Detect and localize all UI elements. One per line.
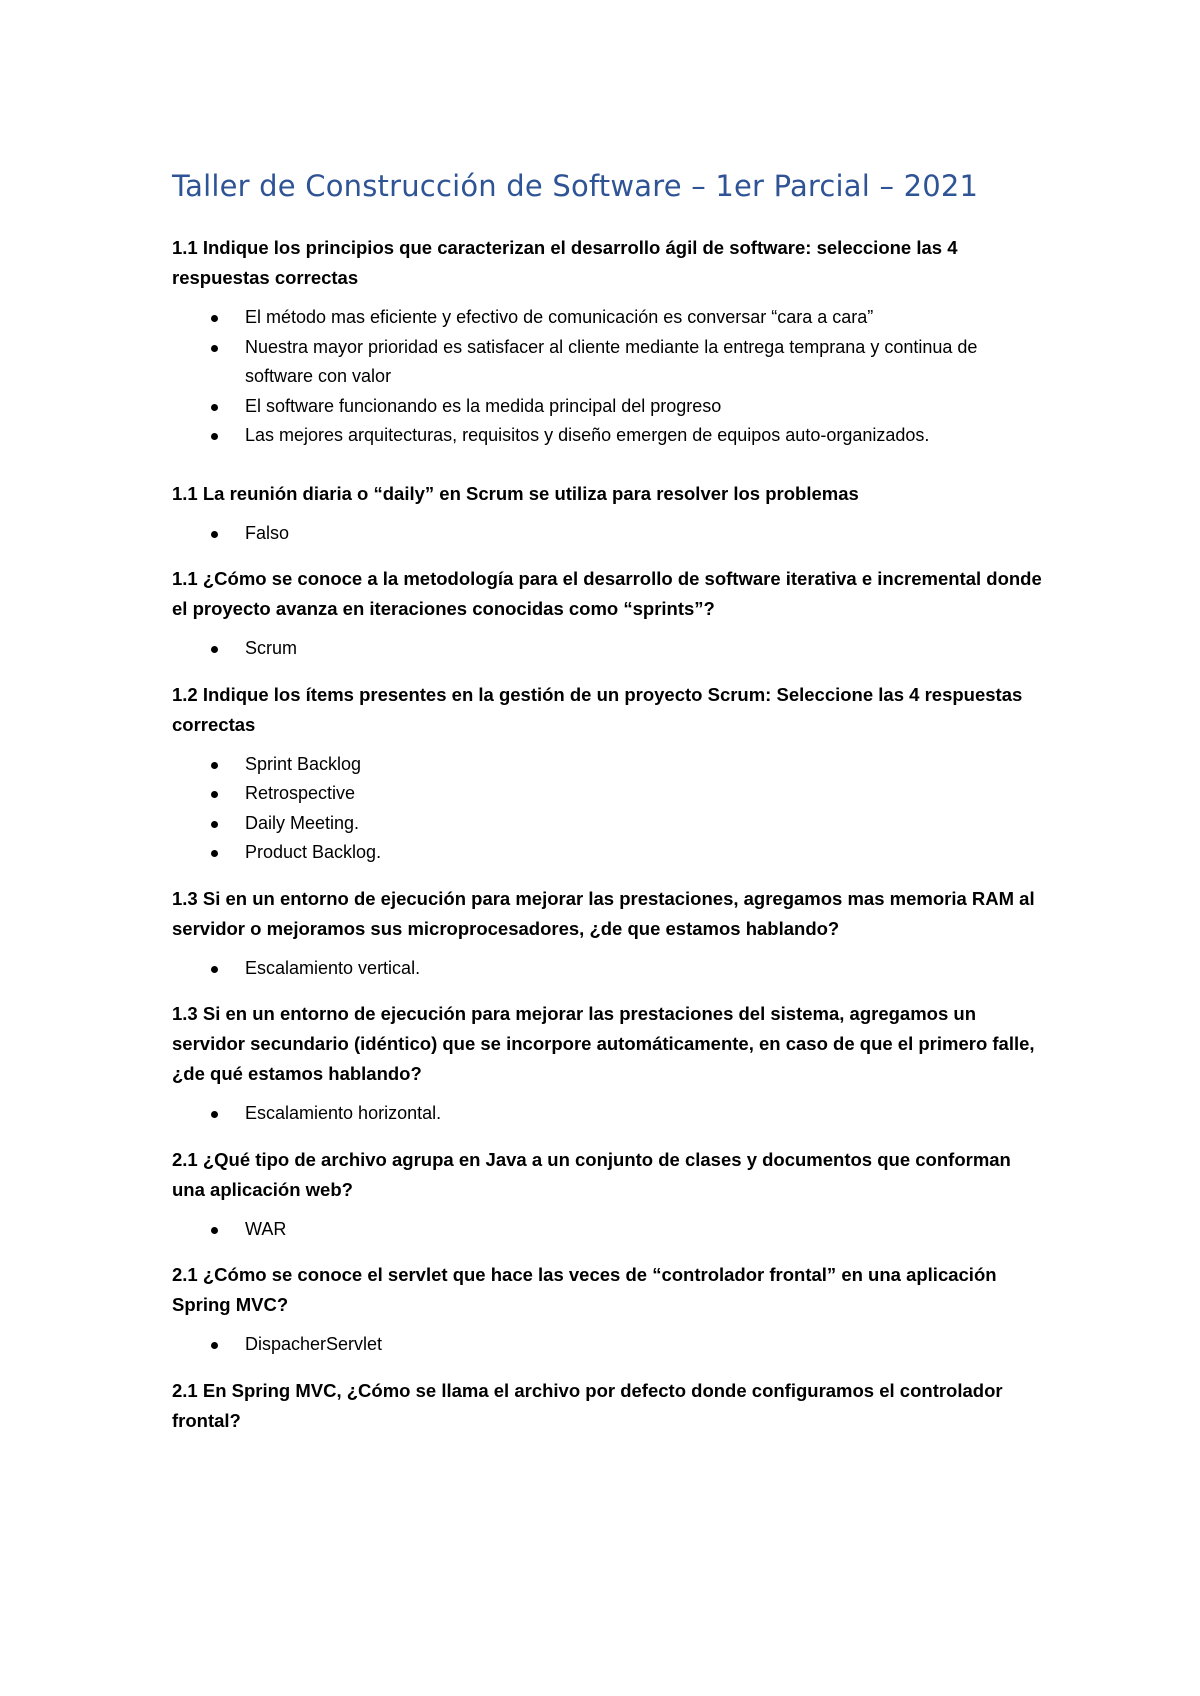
answer-item <box>172 809 1042 839</box>
bullet-icon <box>211 433 218 440</box>
answer-text: El método mas eficiente y efectivo de comunicación es conversar “cara a cara” <box>245 307 874 327</box>
answer-item <box>172 333 1042 392</box>
answer-item <box>172 392 1042 422</box>
question-text: 1.1 ¿Cómo se conoce a la metodología para el desarrollo de software iterativa e incremental donde el proyecto avanza en iteraciones conocidas como “sprints”? <box>172 568 1042 619</box>
question-item <box>172 1376 1042 1436</box>
answer-item <box>172 421 1042 451</box>
bullet-icon <box>211 404 218 411</box>
answer-item <box>172 750 1042 780</box>
bullet-icon <box>211 762 218 769</box>
answer-item <box>172 1215 1042 1245</box>
bullet-icon <box>211 1111 218 1118</box>
answer-list <box>172 1215 1042 1245</box>
answer-item <box>172 634 1042 664</box>
answer-text: Escalamiento horizontal. <box>245 1103 442 1123</box>
answer-list <box>172 519 1042 549</box>
question-text: 2.1 ¿Cómo se conoce el servlet que hace las veces de “controlador frontal” en una aplicación Spring MVC? <box>172 1264 997 1315</box>
answer-item <box>172 1330 1042 1360</box>
question-item <box>172 999 1042 1129</box>
document-page <box>172 165 1042 1446</box>
question-item <box>172 1260 1042 1360</box>
answer-text: El software funcionando es la medida principal del progreso <box>245 395 722 416</box>
bullet-icon <box>211 345 218 352</box>
answer-text: DispacherServlet <box>245 1334 383 1354</box>
question-item <box>172 884 1042 984</box>
answer-item <box>172 954 1042 984</box>
bullet-icon <box>211 1227 218 1234</box>
bullet-icon <box>211 791 218 798</box>
question-item <box>172 564 1042 664</box>
bullet-icon <box>211 966 218 973</box>
question-text: 1.3 Si en un entorno de ejecución para mejorar las prestaciones, agregamos mas memoria RAM al servidor o mejoramos sus microprocesadores, ¿de que estamos hablando? <box>172 887 1035 939</box>
answer-item <box>172 519 1042 549</box>
answer-list <box>172 303 1042 451</box>
answer-text: Escalamiento vertical. <box>245 957 421 978</box>
answer-item <box>172 1099 1042 1129</box>
answer-item <box>172 779 1042 809</box>
answer-list <box>172 634 1042 664</box>
answer-text: Sprint Backlog <box>245 753 362 774</box>
document-title: Taller de Construcción de Software – 1er Parcial – 2021 <box>172 169 979 203</box>
answer-list <box>172 1099 1042 1129</box>
question-text: 1.1 La reunión diaria o “daily” en Scrum se utiliza para resolver los problemas <box>172 482 859 504</box>
bullet-icon <box>211 850 218 857</box>
bullet-icon <box>211 315 218 322</box>
question-text: 1.3 Si en un entorno de ejecución para mejorar las prestaciones del sistema, agregamos un servidor secundario (idéntico) que se incorpore automáticamente, en caso de que el primero falle, ¿de qué estamos hablando? <box>172 1003 1035 1084</box>
bullet-icon <box>211 646 218 653</box>
question-item <box>172 680 1042 868</box>
question-text: 1.1 Indique los principios que caracterizan el desarrollo ágil de software: seleccione las 4 respuestas correctas <box>172 237 958 288</box>
answer-text: Nuestra mayor prioridad es satisfacer al cliente mediante la entrega temprana y continua de software con valor <box>245 336 978 386</box>
answer-list <box>172 954 1042 984</box>
answer-text: Las mejores arquitecturas, requisitos y diseño emergen de equipos auto-organizados. <box>245 425 930 445</box>
answer-list <box>172 750 1042 868</box>
bullet-icon <box>211 1342 218 1349</box>
answer-item <box>172 838 1042 868</box>
answer-text: Scrum <box>245 638 298 658</box>
answer-item <box>172 303 1042 333</box>
answer-list <box>172 1330 1042 1360</box>
answer-text: Retrospective <box>245 783 356 803</box>
question-text: 2.1 ¿Qué tipo de archivo agrupa en Java a un conjunto de clases y documentos que conforman una aplicación web? <box>172 1148 1011 1200</box>
answer-text: Falso <box>245 522 290 543</box>
question-item <box>172 479 1042 549</box>
question-item <box>172 233 1042 451</box>
question-text: 1.2 Indique los ítems presentes en la gestión de un proyecto Scrum: Seleccione las 4 respuestas correctas <box>172 683 1023 735</box>
answer-text: Daily Meeting. <box>245 812 360 833</box>
answer-text: Product Backlog. <box>245 842 382 862</box>
question-text: 2.1 En Spring MVC, ¿Cómo se llama el archivo por defecto donde configuramos el controlador frontal? <box>172 1379 1003 1431</box>
question-item <box>172 1145 1042 1245</box>
bullet-icon <box>211 821 218 828</box>
bullet-icon <box>211 531 218 538</box>
answer-text: WAR <box>245 1218 287 1239</box>
